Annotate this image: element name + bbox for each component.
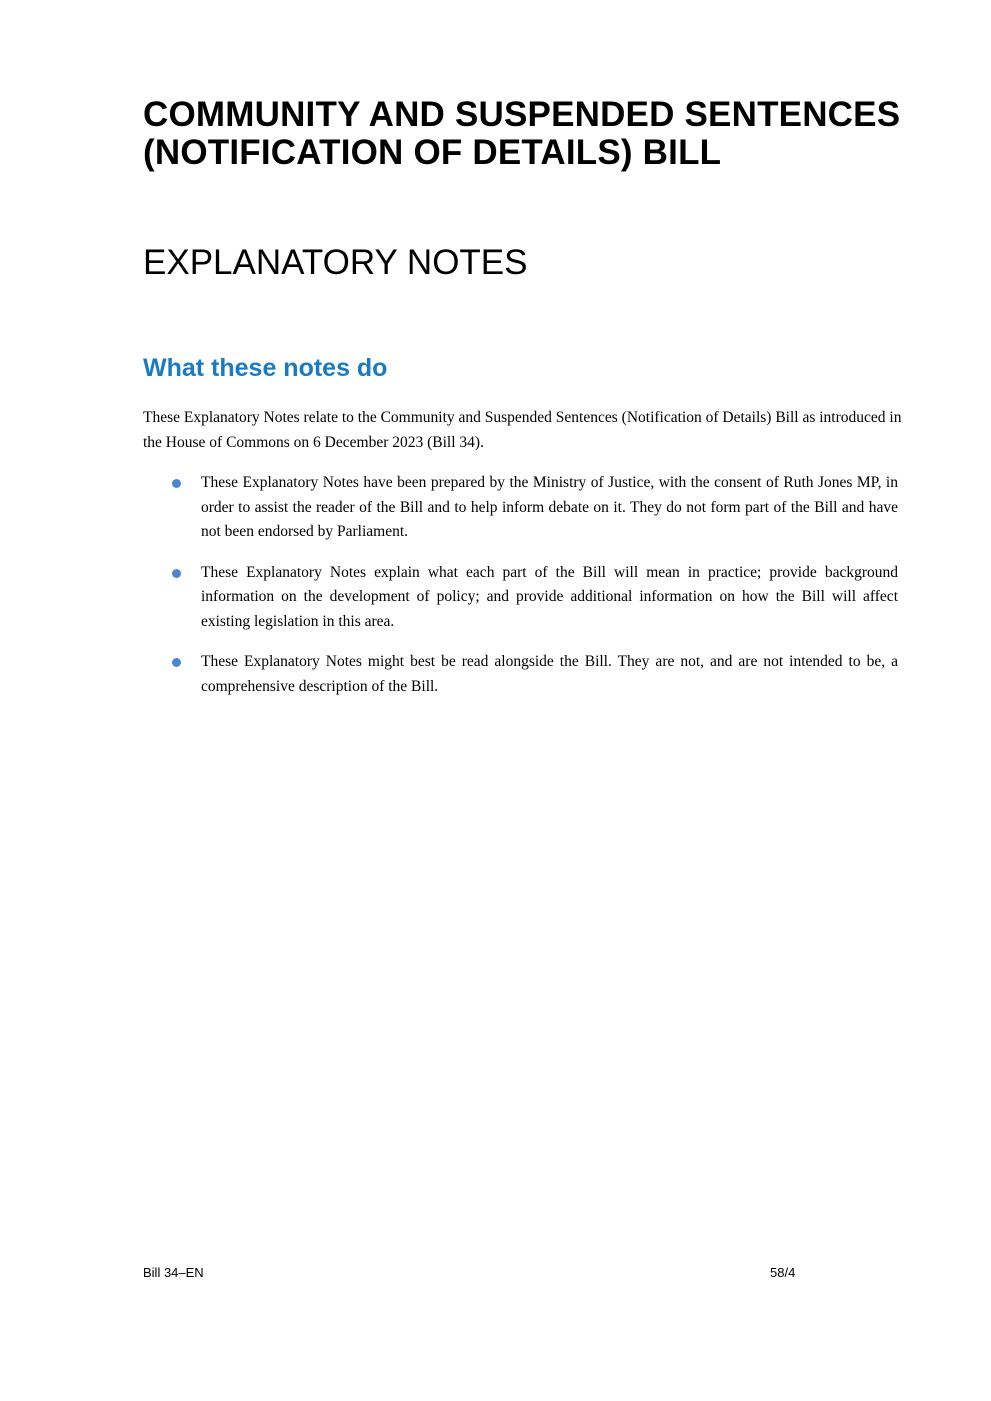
bullet-dot-icon: [172, 569, 181, 578]
section-heading: What these notes do: [143, 354, 388, 382]
bullet-text: These Explanatory Notes have been prepared by the Ministry of Justice, with the consent of Ruth Jones MP, in order to assist the reader of the Bill and to help inform debate on it. They do not form part of the Bill and have not been endorsed by Parliament.: [201, 474, 898, 540]
bill-title: COMMUNITY AND SUSPENDED SENTENCES (NOTIFICATION OF DETAILS) BILL: [143, 95, 901, 172]
bullet-dot-icon: [172, 658, 181, 667]
bullet-list: [143, 471, 898, 715]
bullet-dot-icon: [172, 479, 181, 488]
bullet-text: These Explanatory Notes explain what each part of the Bill will mean in practice; provide background information on the development of policy; and provide additional information on how the Bill will affect existing legislation in this area.: [201, 563, 898, 630]
footer-page-code: 58/4: [770, 1265, 796, 1280]
bullet-text: These Explanatory Notes might best be read alongside the Bill. They are not, and are not intended to be, a comprehensive description of the Bill.: [201, 653, 898, 695]
intro-paragraph: These Explanatory Notes relate to the Community and Suspended Sentences (Notification of Details) Bill as introduced in the House of Commons on 6 December 2023 (Bill 34).: [143, 409, 902, 451]
list-item: [143, 471, 898, 545]
list-item: [143, 650, 898, 699]
footer-bill-reference: Bill 34–EN: [143, 1265, 204, 1280]
document-subtitle: EXPLANATORY NOTES: [143, 243, 528, 282]
list-item: [143, 561, 898, 635]
